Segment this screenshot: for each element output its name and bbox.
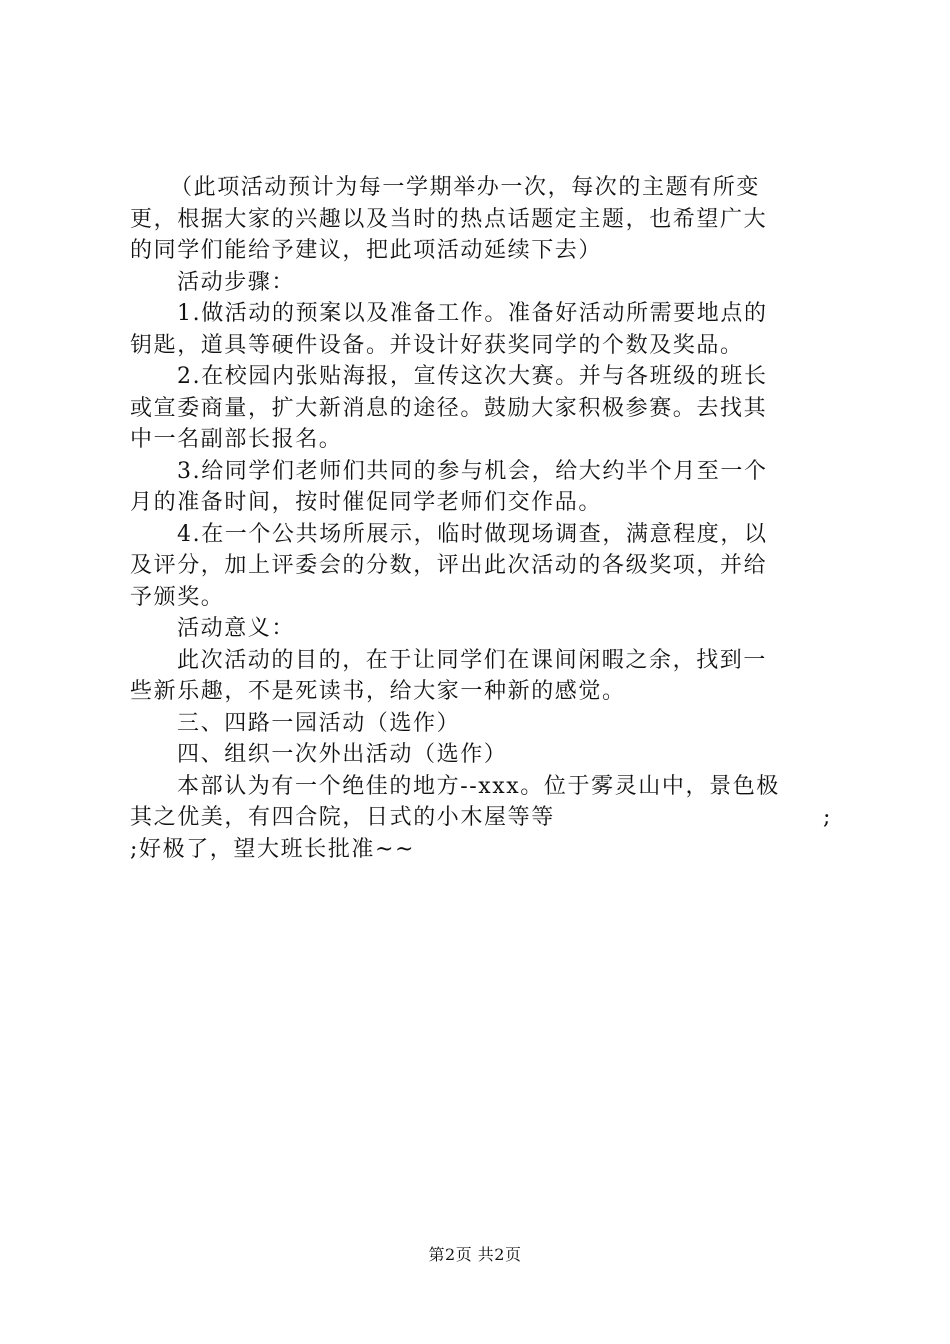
- section-three-heading: 三、四路一园活动（选作）: [177, 710, 461, 736]
- outing-paragraph-line: 本部认为有一个绝佳的地方--xxx。位于雾灵山中，景色极: [177, 773, 780, 799]
- document-body: [130, 172, 832, 865]
- outing-paragraph-line: ;好极了，望大班长批准~~: [130, 836, 416, 862]
- step-1-line: 钥匙，道具等硬件设备。并设计好获奖同学的个数及奖品。: [130, 332, 744, 358]
- section-heading-steps: 活动步骤：: [177, 269, 296, 295]
- step-3-line: 3.给同学们老师们共同的参与机会，给大约半个月至一个: [177, 458, 768, 484]
- step-1-line: 1.做活动的预案以及准备工作。准备好活动所需要地点的: [177, 301, 768, 326]
- outing-trailing-semicolon: ;: [822, 805, 832, 830]
- significance-line: 此次活动的目的，在于让同学们在课间闲暇之余，找到一: [177, 647, 768, 673]
- step-2-line: 或宣委商量，扩大新消息的途径。鼓励大家积极参赛。去找其: [130, 395, 768, 421]
- page-footer: 第2页 共2页: [428, 1245, 522, 1264]
- step-4-line: 4.在一个公共场所展示，临时做现场调查，满意程度，以: [177, 521, 768, 547]
- step-2-line: 中一名副部长报名。: [130, 427, 343, 452]
- step-3-line: 月的准备时间，按时催促同学老师们交作品。: [130, 490, 603, 515]
- step-4-line: 及评分，加上评委会的分数，评出此次活动的各级奖项，并给: [130, 553, 768, 578]
- outing-text: 其之优美，有四合院，日式的小木屋等等: [130, 805, 555, 830]
- step-2-line: 2.在校园内张贴海报，宣传这次大赛。并与各班级的班长: [177, 364, 768, 389]
- section-four-heading: 四、组织一次外出活动（选作）: [177, 742, 508, 767]
- paragraph-line: （此项活动预计为每一学期举办一次，每次的主题有所变: [170, 175, 761, 200]
- section-heading-significance: 活动意义：: [177, 616, 296, 641]
- outing-paragraph-line: [130, 802, 832, 834]
- paragraph-line: 更，根据大家的兴趣以及当时的热点话题定主题，也希望广大: [130, 206, 768, 232]
- significance-line: 些新乐趣，不是死读书，给大家一种新的感觉。: [130, 679, 626, 704]
- paragraph-line: 的同学们能给予建议，把此项活动延续下去）: [130, 238, 603, 263]
- step-4-line: 予颁奖。: [130, 584, 225, 610]
